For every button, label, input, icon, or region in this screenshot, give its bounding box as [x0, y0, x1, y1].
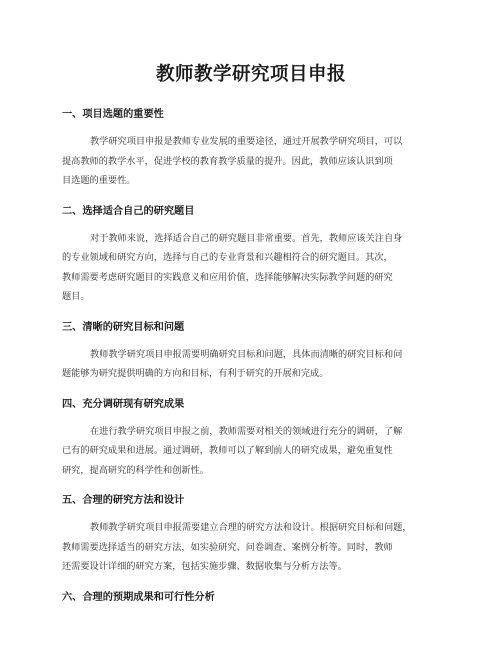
section-heading: 二、选择适合自己的研究题目 — [62, 205, 195, 217]
section-paragraph — [62, 422, 440, 481]
section-heading: 四、充分调研现有研究成果 — [62, 398, 185, 410]
section-1 — [62, 108, 440, 191]
paragraph-line: 提高教师的教学水平，促进学校的教育教学质量的提升。因此，教师应该认识到项 — [62, 155, 393, 167]
paragraph-line: 题目。 — [62, 291, 90, 302]
paragraph-line: 的专业领域和研究方向，选择与自己的专业背景和兴趣相符合的研究题目。其次， — [62, 252, 393, 263]
section-heading: 三、清晰的研究目标和问题 — [62, 321, 185, 333]
paragraph-line: 在进行教学研究项目申报之前，教师需要对相关的领域进行充分的调研，了解 — [90, 425, 403, 437]
paragraph-line: 教学研究项目申报是教师专业发展的重要途径，通过开展教学研究项目，可以 — [90, 136, 403, 147]
paragraph-line: 教师教学研究项目申报需要建立合理的研究方法和设计。根据研究目标和问题， — [90, 522, 412, 533]
section-paragraph — [62, 345, 440, 384]
paragraph-line: 教师需要选择适当的研究方法，如实验研究、问卷调查、案例分析等。同时，教师 — [62, 541, 393, 553]
section-3 — [62, 321, 440, 384]
section-paragraph — [62, 132, 440, 191]
section-paragraph — [62, 518, 440, 577]
section-4 — [62, 398, 440, 481]
paragraph-line: 研究，提高研究的科学性和创新性。 — [62, 464, 209, 476]
paragraph-line: 题能够为研究提供明确的方向和目标，有利于研究的开展和完成。 — [62, 368, 329, 379]
section-5 — [62, 494, 440, 577]
paragraph-line: 教师需要考虑研究题目的实践意义和应用价值，选择能够解决实际教学问题的研究 — [62, 271, 393, 283]
paragraph-line: 对于教师来说，选择适合自己的研究题目非常重要。首先，教师应该关注自身 — [90, 232, 403, 244]
section-heading: 一、项目选题的重要性 — [62, 109, 164, 120]
section-2 — [62, 205, 440, 307]
paragraph-line: 目选题的重要性。 — [62, 175, 136, 186]
paragraph-line: 已有的研究成果和进展。通过调研，教师可以了解到前人的研究成果，避免重复性 — [62, 445, 393, 456]
section-heading: 五、合理的研究方法和设计 — [62, 495, 185, 506]
section-6 — [62, 591, 440, 605]
page-title: 教师教学研究项目申报 — [155, 64, 346, 85]
section-heading: 六、合理的预期成果和可行性分析 — [62, 591, 215, 603]
sections-container — [62, 108, 440, 605]
section-paragraph — [62, 229, 440, 307]
paragraph-line: 还需要设计详细的研究方案，包括实施步骤、数据收集与分析方法等。 — [62, 561, 347, 572]
paragraph-line: 教师教学研究项目申报需要明确研究目标和问题，具体而清晰的研究目标和问 — [90, 348, 403, 360]
